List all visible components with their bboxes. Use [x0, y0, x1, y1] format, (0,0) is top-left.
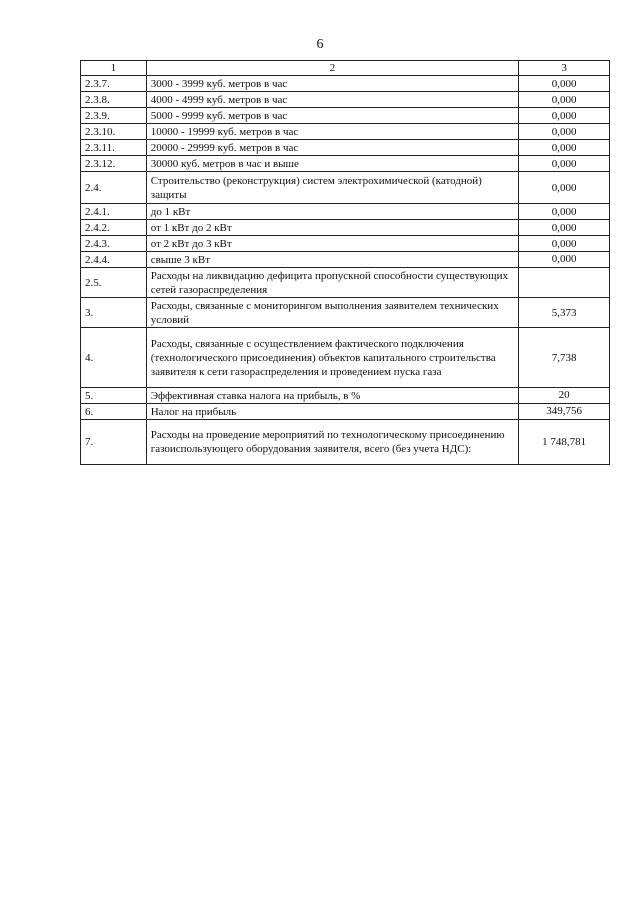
row-number: 2.3.8.: [81, 92, 147, 108]
table-row: [81, 268, 610, 298]
row-value: 7,738: [519, 328, 610, 388]
row-number: 2.5.: [81, 268, 147, 298]
table-row: [81, 76, 610, 92]
row-number: 2.4.3.: [81, 236, 147, 252]
row-value: 0,000: [519, 108, 610, 124]
row-description: Расходы, связанные с осуществлением фактического подключения (технологического присоединения) объектов капитального строительства заявителя к сети газораспределения и проведением пуска газа: [146, 328, 518, 388]
row-value: 349,756: [519, 404, 610, 420]
row-number: 2.3.11.: [81, 140, 147, 156]
row-description: 4000 - 4999 куб. метров в час: [146, 92, 518, 108]
table-header-row: [81, 61, 610, 76]
row-number: 3.: [81, 298, 147, 328]
table-row: [81, 220, 610, 236]
row-number: 2.3.9.: [81, 108, 147, 124]
row-description: до 1 кВт: [146, 204, 518, 220]
table-row: [81, 298, 610, 328]
row-value: 1 748,781: [519, 420, 610, 465]
table-row: [81, 156, 610, 172]
table-row: [81, 404, 610, 420]
row-number: 2.3.7.: [81, 76, 147, 92]
row-description: 5000 - 9999 куб. метров в час: [146, 108, 518, 124]
row-description: 30000 куб. метров в час и выше: [146, 156, 518, 172]
table-row: [81, 108, 610, 124]
table-row: [81, 328, 610, 388]
row-description: 3000 - 3999 куб. метров в час: [146, 76, 518, 92]
row-value: 0,000: [519, 140, 610, 156]
row-description: Расходы на ликвидацию дефицита пропускной способности существующих сетей газораспределения: [146, 268, 518, 298]
row-number: 2.3.10.: [81, 124, 147, 140]
row-value: 20: [519, 388, 610, 404]
cost-table: [80, 60, 610, 465]
row-description: Расходы, связанные с мониторингом выполнения заявителем технических условий: [146, 298, 518, 328]
row-value: 0,000: [519, 76, 610, 92]
row-description: от 1 кВт до 2 кВт: [146, 220, 518, 236]
row-value: 0,000: [519, 92, 610, 108]
table-row: [81, 92, 610, 108]
row-description: от 2 кВт до 3 кВт: [146, 236, 518, 252]
row-number: 5.: [81, 388, 147, 404]
row-number: 2.4.4.: [81, 252, 147, 268]
row-description: Эффективная ставка налога на прибыль, в %: [146, 388, 518, 404]
row-value: 0,000: [519, 172, 610, 204]
row-value: 0,000: [519, 220, 610, 236]
row-description: Строительство (реконструкция) систем электрохимической (катодной) защиты: [146, 172, 518, 204]
row-value: 0,000: [519, 204, 610, 220]
row-number: 2.3.12.: [81, 156, 147, 172]
page-number: 6: [316, 37, 324, 52]
row-number: 2.4.1.: [81, 204, 147, 220]
row-number: 6.: [81, 404, 147, 420]
table-row: [81, 204, 610, 220]
row-number: 7.: [81, 420, 147, 465]
row-value: 0,000: [519, 124, 610, 140]
row-value: 5,373: [519, 298, 610, 328]
row-description: свыше 3 кВт: [146, 252, 518, 268]
row-value: 0,000: [519, 236, 610, 252]
table-row: [81, 252, 610, 268]
table-row: [81, 124, 610, 140]
row-description: 10000 - 19999 куб. метров в час: [146, 124, 518, 140]
table-row: [81, 236, 610, 252]
column-header-1: 1: [81, 61, 147, 76]
column-header-2: 2: [146, 61, 518, 76]
table-row: [81, 420, 610, 465]
row-value: 0,000: [519, 252, 610, 268]
table-row: [81, 172, 610, 204]
row-number: 2.4.: [81, 172, 147, 204]
column-header-3: 3: [519, 61, 610, 76]
row-description: 20000 - 29999 куб. метров в час: [146, 140, 518, 156]
row-number: 4.: [81, 328, 147, 388]
table-row: [81, 388, 610, 404]
table-row: [81, 140, 610, 156]
row-description: Расходы на проведение мероприятий по технологическому присоединению газоиспользующего оборудования заявителя, всего (без учета НДС):: [146, 420, 518, 465]
row-number: 2.4.2.: [81, 220, 147, 236]
row-description: Налог на прибыль: [146, 404, 518, 420]
row-value: 0,000: [519, 156, 610, 172]
row-value: [519, 268, 610, 298]
